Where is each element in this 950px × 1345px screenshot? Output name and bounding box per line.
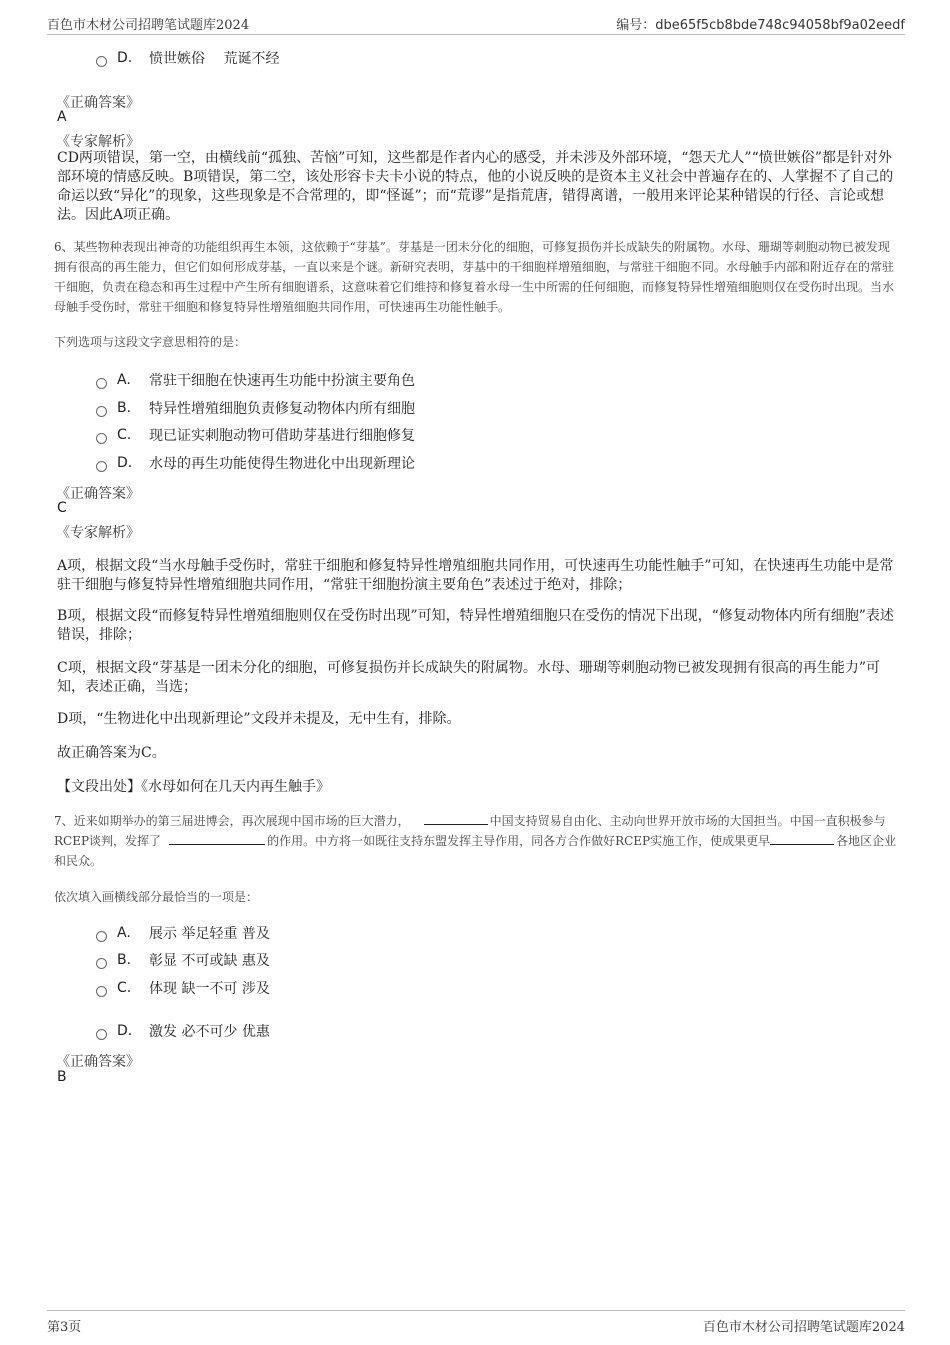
blank-1 xyxy=(424,812,488,825)
q6-option-d[interactable]: D. 水母的再生功能使得生物进化中出现新理论 xyxy=(96,453,415,473)
analysis-paragraph: D项，“生物进化中出现新理论”文段并未提及，无中生有，排除。 xyxy=(57,711,461,727)
question-7-prompt: 依次填入画横线部分最恰当的一项是： xyxy=(54,890,259,904)
header-title: 百色市木材公司招聘笔试题库2024 xyxy=(47,18,250,33)
q7-option-c[interactable]: C. 体现 缺一不可 涉及 xyxy=(96,978,270,998)
question-6-text: 6、某些物种表现出神奇的功能组织再生本领，这依赖于“芽基”。芽基是一团未分化的细胞，可修复损伤并长成缺失的附属物。水母、珊瑚等刺胞动物已被发现拥有很高的再生能力，但它们如何形成芽基，一直以来是个谜。新研究表明，芽基中的干细胞样增殖细胞，与常驻干细胞不同。水母触手内部和附近存在的常驻干细胞，负责在稳态和再生过程中产生所有细胞谱系，这意味着它们维持和修复着水母一生中所需的任何细胞，而修复特异性增殖细胞则仅在受伤时出现。当水母触手受伤时，常驻干细胞和修复特异性增殖细胞共同作用，可快速再生功能性触手。 xyxy=(54,240,895,314)
radio-icon[interactable] xyxy=(96,461,107,472)
analysis-paragraph: C项，根据文段“芽基是一团未分化的细胞，可修复损伤并长成缺失的附属物。水母、珊瑚等刺胞动物已被发现拥有很高的再生能力”可知，表述正确，当选； xyxy=(57,660,881,695)
analysis-text: CD两项错误，第一空，由横线前“孤独、苦恼”可知，这些都是作者内心的感受，并未涉及外部环境，“怨天尤人”“愤世嫉俗”都是针对外部环境的情感反映。B项错误，第二空，该处形容卡夫卡小说的特点，他的小说反映的是资本主义社会中普遍存在的、人掌握不了自己的命运以致“异化”的现象，这些现象是不合常理的，即“怪诞”；而“荒谬”是指荒唐，错得离谱，一般用来评论某种错误的行径、言论或想法。因此A项正确。 xyxy=(57,150,894,223)
q6-option-a[interactable]: A. 常驻干细胞在快速再生功能中扮演主要角色 xyxy=(96,370,415,390)
q6-option-c[interactable]: C. 现已证实刺胞动物可借助芽基进行细胞修复 xyxy=(96,425,415,445)
answer-label: 《正确答案》 xyxy=(56,1054,140,1070)
question-7-text: 7、近来如期举办的第三届进博会，再次展现中国市场的巨大潜力， 中国支持贸易自由化、主动向世界开放市场的大国担当。中国一直积极参与RCEP谈判，发挥了 的作用。中方将一如既往支持东盟发挥主导作用，同各方合作做好RCEP实施工作，使成果更早 各地区企业和民众。 xyxy=(54,814,897,868)
blank-2 xyxy=(169,832,265,845)
page-footer xyxy=(47,1310,905,1333)
radio-icon[interactable] xyxy=(96,378,107,389)
answer-label: 《正确答案》 xyxy=(56,95,140,111)
page-number: 第3页 xyxy=(47,1320,82,1335)
source-note: 【文段出处】《水母如何在几天内再生触手》 xyxy=(57,779,330,795)
analysis-label: 《专家解析》 xyxy=(56,525,140,541)
radio-icon[interactable] xyxy=(96,931,107,942)
analysis-conclusion: 故正确答案为C。 xyxy=(57,745,166,761)
radio-icon[interactable] xyxy=(96,406,107,417)
answer-value: A xyxy=(57,109,67,125)
analysis-paragraph: B项，根据文段“而修复特异性增殖细胞则仅在受伤时出现”可知，特异性增殖细胞只在受伤的情况下出现，“修复动物体内所有细胞”表述错误，排除； xyxy=(57,608,894,643)
blank-3 xyxy=(770,832,834,845)
radio-icon[interactable] xyxy=(96,1029,107,1040)
question-6-prompt: 下列选项与这段文字意思相符的是： xyxy=(54,335,247,349)
q7-option-a[interactable]: A. 展示 举足轻重 普及 xyxy=(96,923,270,943)
radio-icon[interactable] xyxy=(96,986,107,997)
radio-icon[interactable] xyxy=(96,958,107,969)
page-header xyxy=(47,14,905,35)
answer-value: C xyxy=(57,500,67,516)
analysis-label: 《专家解析》 xyxy=(56,134,140,150)
answer-value: B xyxy=(57,1069,67,1085)
q7-option-b[interactable]: B. 彰显 不可或缺 惠及 xyxy=(96,950,270,970)
q6-option-b[interactable]: B. 特异性增殖细胞负责修复动物体内所有细胞 xyxy=(96,398,415,418)
footer-title: 百色市木材公司招聘笔试题库2024 xyxy=(702,1320,905,1335)
q7-option-d[interactable]: D. 激发 必不可少 优惠 xyxy=(96,1021,270,1041)
q5-option-d[interactable]: D. 愤世嫉俗 荒诞不经 xyxy=(96,48,279,68)
radio-icon[interactable] xyxy=(96,433,107,444)
radio-icon[interactable] xyxy=(96,56,107,67)
header-code: 编号：dbe65f5cb8bde748c94058bf9a02eedf xyxy=(616,18,905,33)
analysis-paragraph: A项，根据文段“当水母触手受伤时，常驻干细胞和修复特异性增殖细胞共同作用，可快速再生功能性触手”可知，在快速再生功能中是常驻干细胞与修复特异性增殖细胞共同作用，“常驻干细胞扮演主要角色”表述过于绝对，排除； xyxy=(57,558,894,593)
answer-label: 《正确答案》 xyxy=(56,486,140,502)
